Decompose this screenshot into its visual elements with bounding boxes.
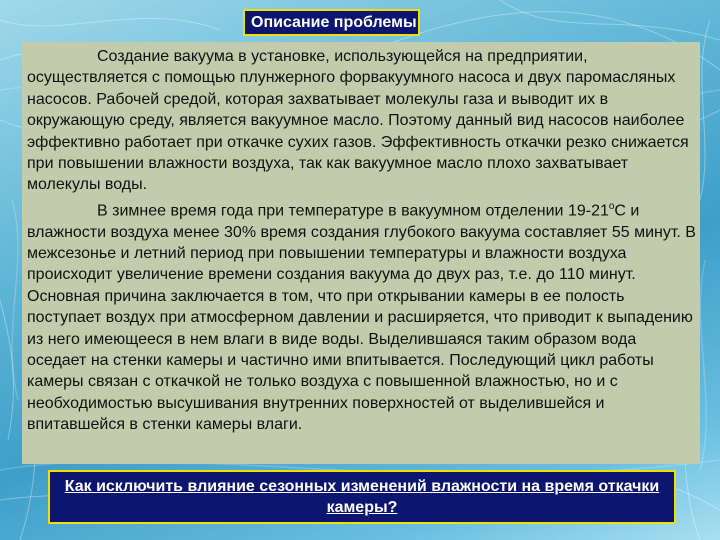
paragraph-2-start: В зимнее время года при температуре в вакуумном отделении 19-21 (97, 202, 609, 220)
degree-superscript: о (608, 200, 615, 212)
slide-title: Описание проблемы (243, 9, 420, 36)
paragraph-2 (27, 196, 699, 436)
question-banner: Как исключить влияние сезонных изменений влажности на время откачки камеры? (48, 470, 676, 524)
problem-description (27, 46, 699, 436)
paragraph-2-end: С и влажности воздуха менее 30% время создания глубокого вакуума составляет 55 минут. В межсезонье и летний период при повышении температуры и влажности воздуха происходит увеличение времени создания вакуума до двух раз, т.е. до 110 минут. Основная причина заключается в том, что при открывании камеры в ее полость поступает воздух при атмосферном давлении и расширяется, что приводит к выпадению из него имеющееся в нем влаги в виде воды. Выделившаяся таким образом вода оседает на стенки камеры и частично ими впитывается. Последующий цикл работы камеры связан с откачкой не только воздуха с повышенной влажностью, но и с необходимостью высушивания внутренних поверхностей от выделившейся и впитавшейся в стенки камеры влаги. (27, 202, 696, 434)
paragraph-1: Создание вакуума в установке, использующейся на предприятии, осуществляется с помощью плунжерного форвакуумного насоса и двух паромасляных насосов. Рабочей средой, которая захватывает молекулы газа и выводит их в окружающую среду, является вакуумное масло. Поэтому данный вид насосов наиболее эффективно работает при откачке сухих газов. Эффективность откачки резко снижается при повышении влажности воздуха, так как вакуумное масло плохо захватывает молекулы воды. (27, 48, 689, 194)
